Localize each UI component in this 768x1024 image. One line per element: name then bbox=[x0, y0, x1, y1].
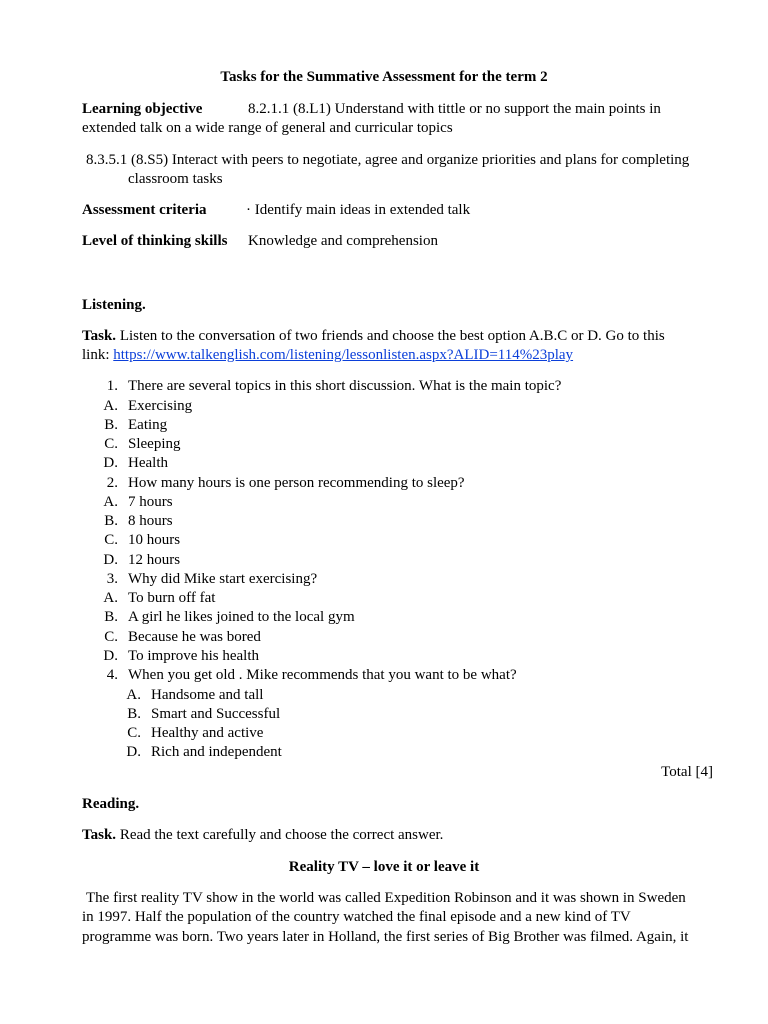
q1-option-a[interactable]: A. Exercising bbox=[103, 398, 193, 414]
q2-option-d[interactable]: D. 12 hours bbox=[103, 552, 181, 568]
q2-option-c[interactable]: C. 10 hours bbox=[104, 532, 181, 548]
q3-option-d[interactable]: D. To improve his health bbox=[103, 648, 260, 664]
learning-objective-text-cont: extended talk on a wide range of general and curricular topics bbox=[82, 120, 453, 136]
question-1: 1. There are several topics in this short discussion. What is the main topic? bbox=[106, 378, 562, 394]
q4-option-d[interactable]: D. Rich and independent bbox=[126, 744, 282, 760]
question-3: 3. Why did Mike start exercising? bbox=[106, 571, 318, 587]
q4-option-a[interactable]: A. Handsome and tall bbox=[126, 687, 264, 703]
q2-option-b[interactable]: B. 8 hours bbox=[104, 513, 173, 529]
q4-option-b[interactable]: B. Smart and Successful bbox=[127, 706, 281, 722]
learning-objective-text: 8.2.1.1 (8.L1) Understand with tittle or no support the main points in bbox=[248, 101, 661, 117]
listening-heading: Listening. bbox=[82, 297, 146, 313]
question-4: 4. When you get old . Mike recommends that you want to be what? bbox=[106, 667, 517, 683]
task-label: Task. bbox=[82, 328, 117, 344]
q3-option-a[interactable]: A. To burn off fat bbox=[103, 590, 216, 606]
question-2: 2. How many hours is one person recommending to sleep? bbox=[106, 475, 465, 491]
reading-paragraph-line-2: in 1997. Half the population of the country watched the final episode and a new kind of TV bbox=[82, 909, 631, 925]
reading-paragraph-line-3: programme was born. Two years later in Holland, the first series of Big Brother was filmed. Again, it bbox=[82, 929, 689, 945]
thinking-skills-label: Level of thinking skills bbox=[82, 233, 228, 249]
reading-task bbox=[82, 826, 443, 845]
q2-option-a[interactable]: A. 7 hours bbox=[103, 494, 173, 510]
q1-option-b[interactable]: B. Eating bbox=[104, 417, 168, 433]
link-prefix: link: bbox=[82, 347, 114, 363]
listening-total: Total [4] bbox=[661, 764, 713, 780]
learning-objective-label: Learning objective bbox=[82, 101, 203, 117]
assessment-criteria-text: · Identify main ideas in extended talk bbox=[246, 202, 471, 218]
lesson-link[interactable]: https://www.talkenglish.com/listening/lessonlisten.aspx?ALID=114%23play bbox=[113, 347, 574, 363]
listening-link-line bbox=[82, 346, 573, 365]
task-label: Task. bbox=[82, 827, 117, 843]
thinking-skills-text: Knowledge and comprehension bbox=[248, 233, 438, 249]
document-title: Tasks for the Summative Assessment for the term 2 bbox=[220, 69, 548, 85]
task-text: Read the text carefully and choose the correct answer. bbox=[116, 827, 444, 843]
reading-heading: Reading. bbox=[82, 796, 140, 812]
reading-text-title: Reality TV – love it or leave it bbox=[288, 859, 480, 875]
reading-paragraph-line-1: The first reality TV show in the world was called Expedition Robinson and it was shown in Sweden bbox=[86, 890, 686, 906]
learning-objective-2: 8.3.5.1 (8.S5) Interact with peers to negotiate, agree and organize priorities and plans for completing bbox=[86, 152, 690, 168]
task-text: Listen to the conversation of two friends and choose the best option A.B.C or D. Go to this bbox=[116, 328, 665, 344]
q4-option-c[interactable]: C. Healthy and active bbox=[127, 725, 264, 741]
q1-option-c[interactable]: C. Sleeping bbox=[104, 436, 181, 452]
q3-option-b[interactable]: B. A girl he likes joined to the local gym bbox=[104, 609, 355, 625]
listening-task bbox=[82, 327, 665, 346]
q3-option-c[interactable]: C. Because he was bored bbox=[104, 629, 261, 645]
q1-option-d[interactable]: D. Health bbox=[103, 455, 168, 471]
assessment-criteria-label: Assessment criteria bbox=[82, 202, 207, 218]
learning-objective-2-cont: classroom tasks bbox=[128, 171, 223, 187]
